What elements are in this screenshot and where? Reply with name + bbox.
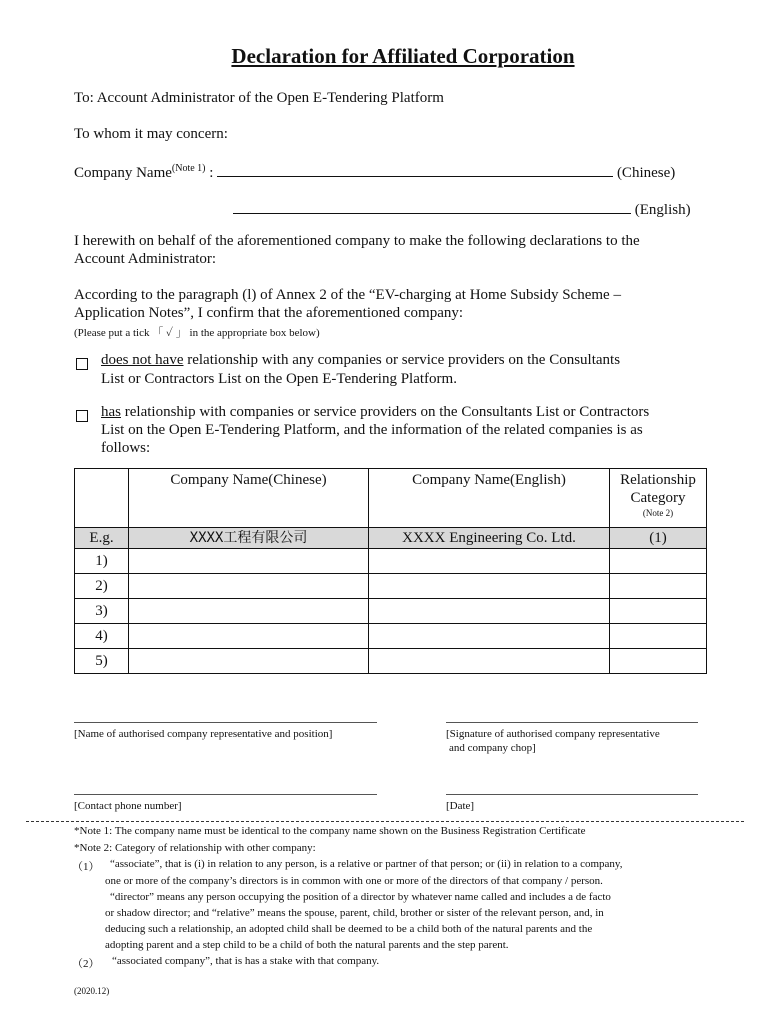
paragraph-line-2: Application Notes”, I confirm that the aforementioned company: (74, 305, 464, 321)
table-row (75, 549, 707, 574)
row-category-cell[interactable] (610, 549, 707, 574)
version-code: (2020.12) (74, 986, 110, 996)
intro-line-2: Account Administrator: (74, 251, 217, 267)
company-name-colon: : (209, 165, 214, 181)
header-company-english: Company Name(English) (369, 469, 610, 528)
option-2-line-2: List on the Open E-Tendering Platform, and the information of the related companies is as (101, 422, 643, 438)
row-english-cell[interactable] (369, 624, 610, 649)
document-title: Declaration for Affiliated Corporation (231, 44, 575, 68)
note-item-1-line6: adopting parent and a step child to be a child of both the natural parents and the step parent. (105, 939, 509, 951)
row-number: 1) (75, 549, 129, 574)
header-relationship-line2: Category (630, 490, 686, 506)
name-position-line[interactable] (74, 722, 377, 723)
row-chinese-cell[interactable] (129, 649, 369, 674)
row-chinese-cell[interactable] (129, 549, 369, 574)
phone-label: [Contact phone number] (74, 800, 182, 812)
note-item-1-line2: one or more of the company’s directors is in common with one or more of the directors of that company / person. (105, 875, 603, 887)
company-name-row-chinese (74, 162, 675, 182)
option-2-emphasis: has (101, 404, 121, 420)
row-chinese-cell[interactable] (129, 624, 369, 649)
table-row (75, 574, 707, 599)
header-relationship-line1: Relationship (620, 472, 696, 488)
row-english-cell[interactable] (369, 599, 610, 624)
row-english-cell[interactable] (369, 649, 610, 674)
table-row (75, 624, 707, 649)
option-2-line-1 (101, 404, 649, 421)
row-category-cell[interactable] (610, 624, 707, 649)
header-company-chinese: Company Name(Chinese) (129, 469, 369, 528)
option-1-emphasis: does not have (101, 352, 184, 368)
note-item-1-line5: deducing such a relationship, an adopted child shall be deemed to be a child both of the natural parents and the (105, 923, 593, 935)
table-header-row (75, 469, 707, 528)
table-row (75, 599, 707, 624)
note-item-1-line3: “director” means any person occupying the position of a director by whatever name called and includes a de facto (110, 891, 611, 903)
note-item-2-marker: （2） (72, 958, 100, 970)
related-companies-table (74, 468, 707, 674)
company-name-chinese-field[interactable] (217, 162, 613, 177)
option-2-text: relationship with companies or service providers on the Consultants List or Contractors (121, 404, 650, 420)
header-relationship-note: (Note 2) (642, 508, 674, 518)
row-category-cell[interactable] (610, 574, 707, 599)
recipient-line: To: Account Administrator of the Open E-Tendering Platform (74, 90, 444, 106)
phone-line[interactable] (74, 794, 377, 795)
note-item-1-marker: （1） (72, 861, 100, 873)
row-chinese-cell[interactable] (129, 574, 369, 599)
example-chinese: XXXX工程有限公司 (129, 528, 369, 549)
english-suffix: (English) (634, 202, 691, 218)
option-1-checkbox[interactable] (76, 357, 88, 375)
row-chinese-cell[interactable] (129, 599, 369, 624)
signature-label-line1: [Signature of authorised company representative (446, 728, 660, 740)
note-item-2-text: “associated company”, that is has a stake with that company. (112, 955, 380, 967)
name-position-label: [Name of authorised company representative and position] (74, 728, 333, 740)
row-number: 4) (75, 624, 129, 649)
header-index (75, 469, 129, 528)
salutation: To whom it may concern: (74, 126, 228, 142)
signature-label-line2: and company chop] (449, 742, 536, 754)
row-number: 3) (75, 599, 129, 624)
row-english-cell[interactable] (369, 549, 610, 574)
tick-instruction: (Please put a tick 「 ✓ 」 in the appropriate box below) (74, 327, 320, 339)
header-relationship (610, 469, 707, 528)
example-english: XXXX Engineering Co. Ltd. (369, 528, 610, 549)
notes-divider (26, 821, 744, 822)
paragraph-line-1: According to the paragraph (l) of Annex 2 of the “EV-charging at Home Subsidy Scheme – (74, 287, 621, 303)
company-name-label: Company Name (74, 165, 172, 181)
option-1-text: relationship with any companies or service providers on the Consultants (183, 352, 621, 368)
note-item-1-line1: “associate”, that is (i) in relation to any person, is a relative or partner of that person; or (ii) in relation to a company, (110, 858, 623, 870)
row-number: 5) (75, 649, 129, 674)
note-1-ref: (Note 1) (171, 163, 206, 174)
date-label: [Date] (446, 800, 475, 812)
intro-line-1: I herewith on behalf of the aforementioned company to make the following declarations to the (74, 233, 640, 249)
note-2: *Note 2: Category of relationship with other company: (74, 842, 316, 854)
example-row (75, 528, 707, 549)
row-number: 2) (75, 574, 129, 599)
option-1-line-2: List or Contractors List on the Open E-Tendering Platform. (101, 371, 457, 387)
signature-line[interactable] (446, 722, 698, 723)
chinese-suffix: (Chinese) (616, 165, 676, 181)
row-category-cell[interactable] (610, 649, 707, 674)
option-2-checkbox[interactable] (76, 409, 88, 427)
company-name-row-english (233, 199, 691, 219)
table-row (75, 649, 707, 674)
note-item-1-line4: or shadow director; and “relative” means the spouse, parent, child, brother or sister of the relevant person, and, in (105, 907, 604, 919)
option-2-line-3: follows: (101, 440, 151, 456)
example-category: (1) (610, 528, 707, 549)
row-category-cell[interactable] (610, 599, 707, 624)
option-1-line-1 (101, 352, 620, 369)
company-name-english-field[interactable] (233, 199, 631, 214)
note-1: *Note 1: The company name must be identical to the company name shown on the Business Registration Certificate (74, 825, 586, 837)
date-line[interactable] (446, 794, 698, 795)
row-english-cell[interactable] (369, 574, 610, 599)
example-label: E.g. (75, 528, 129, 549)
